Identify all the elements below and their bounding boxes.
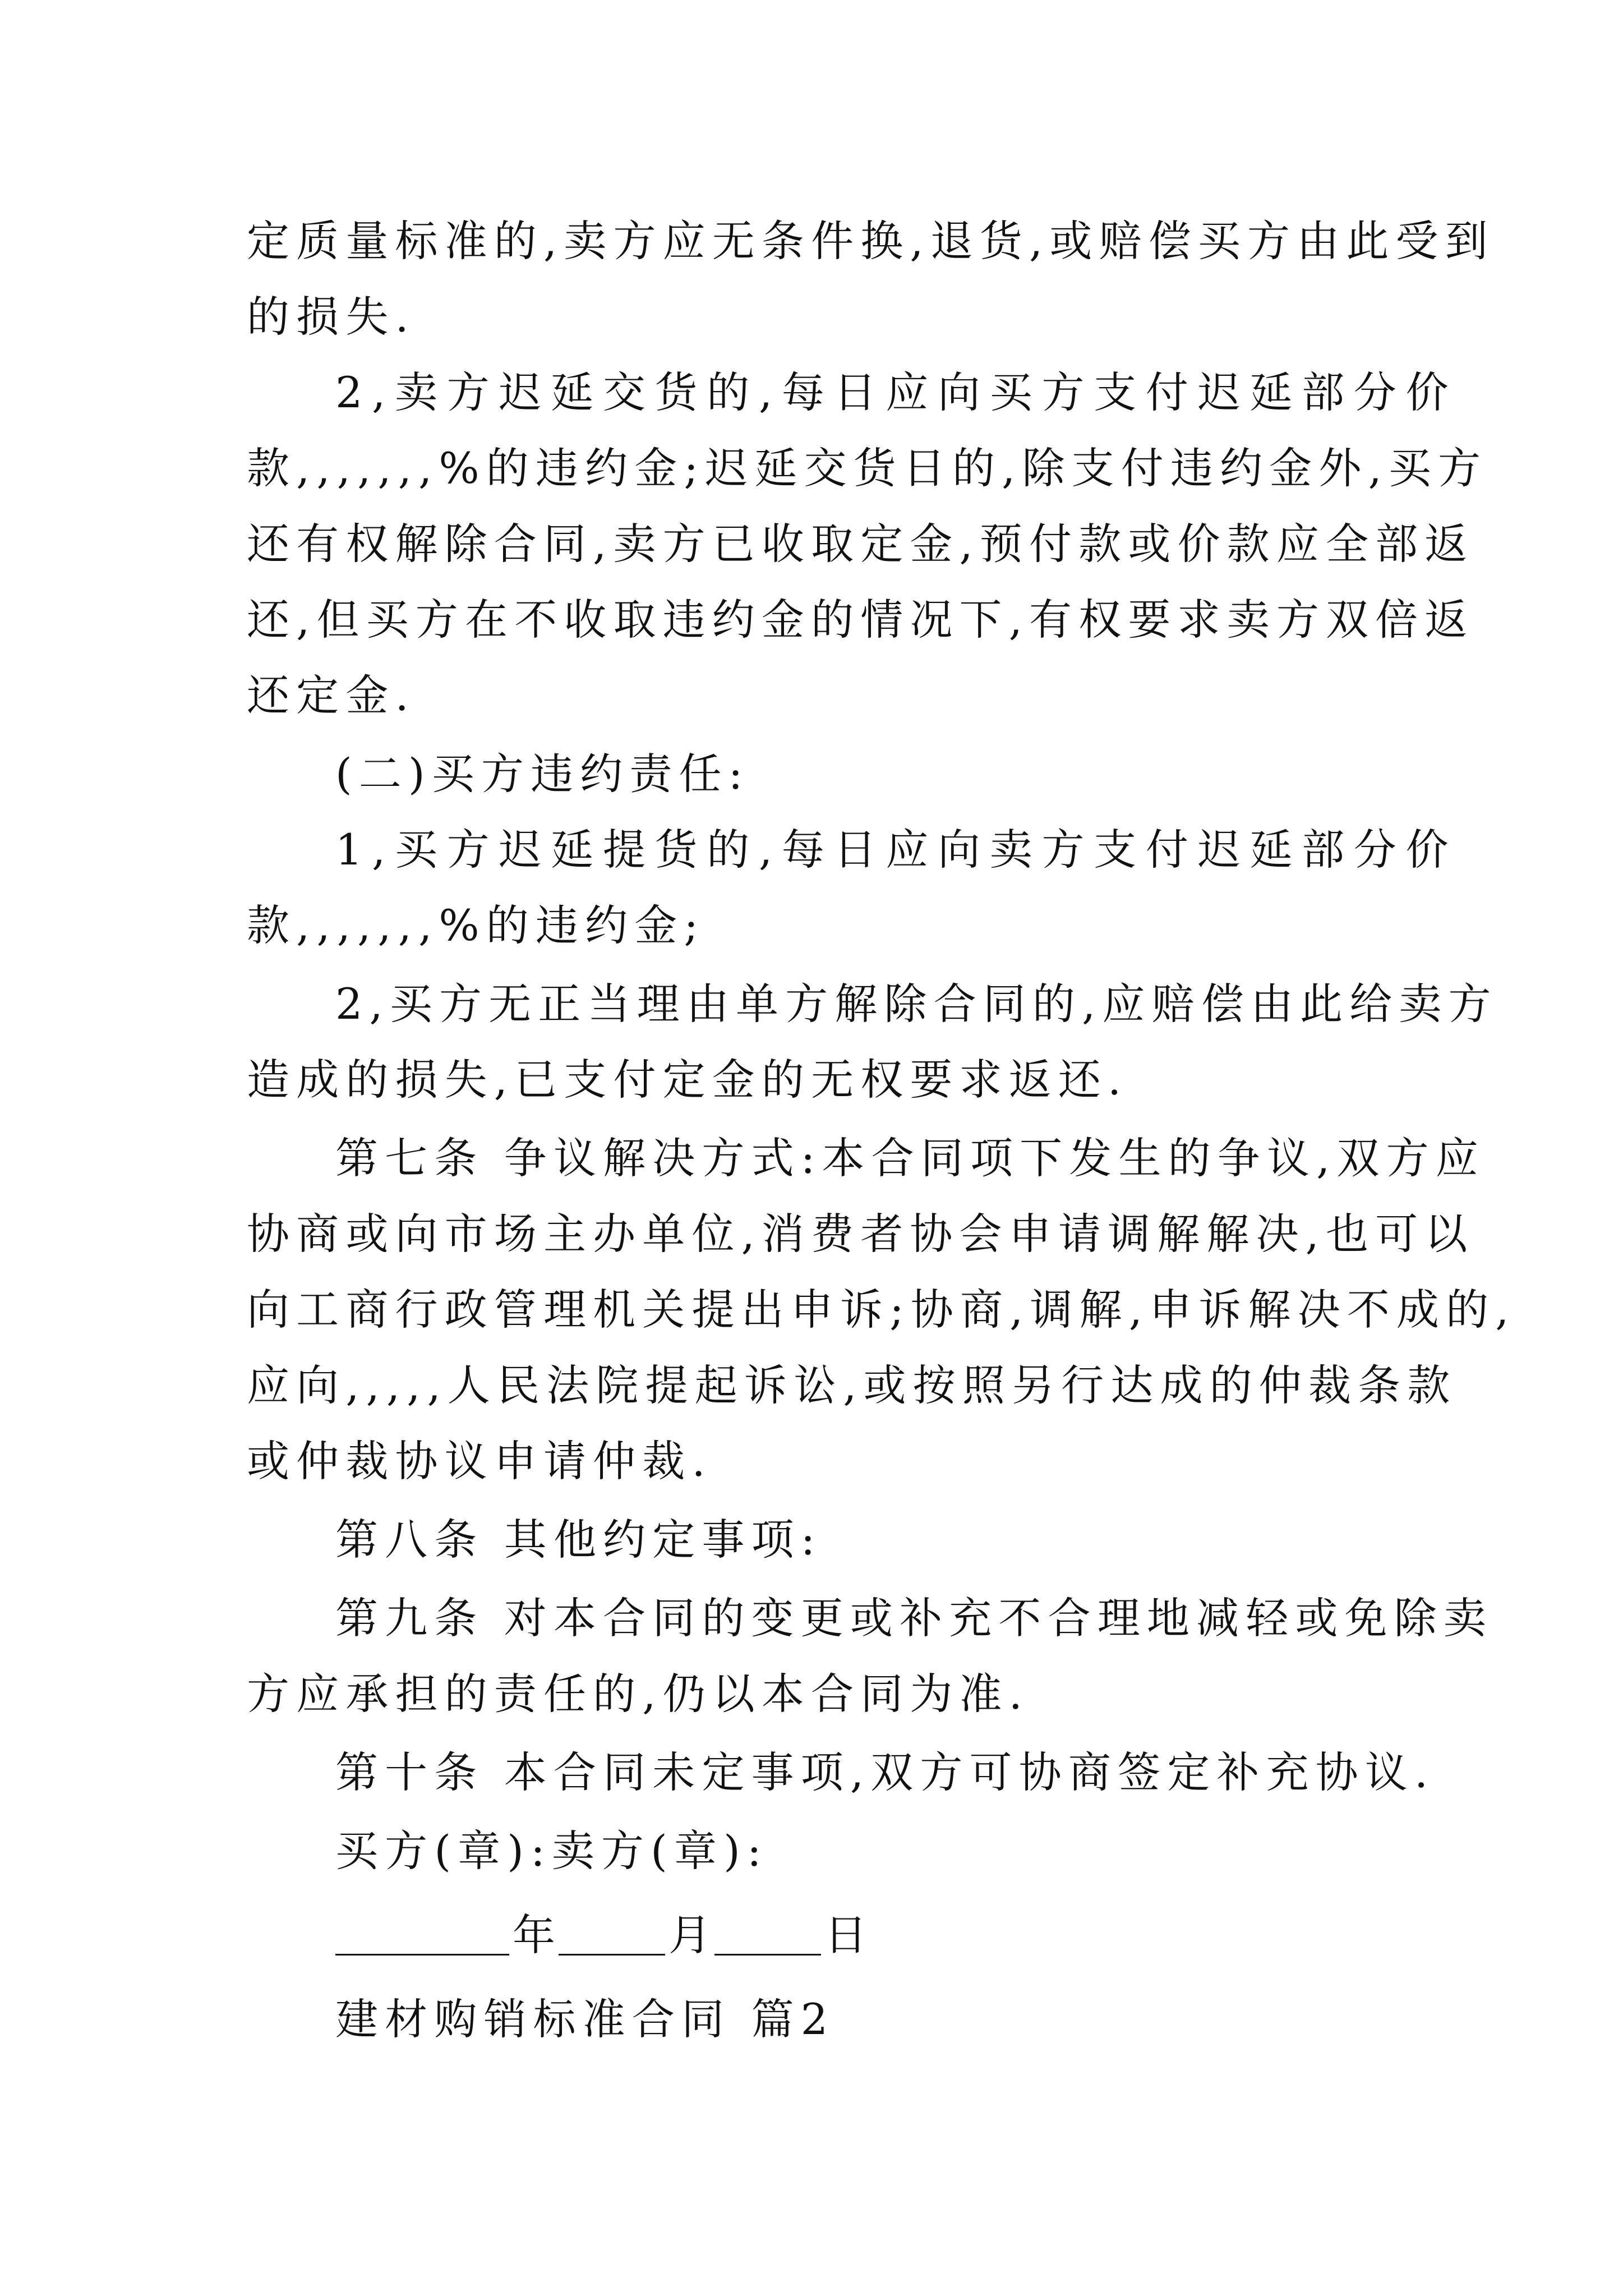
- text-line: 还有权解除合同,卖方已收取定金,预付款或价款应全部返: [247, 519, 1474, 569]
- next-section-title: 建材购销标准合同 篇2: [335, 1994, 835, 2044]
- signature-line: 买方(章):卖方(章):: [335, 1826, 768, 1876]
- text-line: 的损失.: [247, 292, 416, 342]
- text-line: 应向,,,,,人民法院提起诉讼,或按照另行达成的仲裁条款: [247, 1360, 1457, 1410]
- article-9: 第九条 对本合同的变更或补充不合理地减轻或免除卖: [335, 1593, 1493, 1643]
- section-heading: (二)买方违约责任:: [335, 749, 750, 799]
- year-label: 年: [513, 1910, 555, 1960]
- article-8: 第八条 其他约定事项:: [335, 1515, 822, 1565]
- text-line: 1,买方迟延提货的,每日应向卖方支付迟延部分价: [335, 825, 1458, 875]
- article-10: 第十条 本合同未定事项,双方可协商签定补充协议.: [335, 1747, 1435, 1797]
- text-line: 向工商行政管理机关提出申诉;协商,调解,申诉解决不成的,: [247, 1285, 1516, 1335]
- text-line: 还,但买方在不收取违约金的情况下,有权要求卖方双倍返: [247, 595, 1474, 645]
- text-line: 造成的损失,已支付定金的无权要求返还.: [247, 1055, 1128, 1105]
- day-label: 日: [824, 1910, 867, 1960]
- text-line: 方应承担的责任的,仍以本合同为准.: [247, 1669, 1030, 1719]
- day-blank: [714, 1915, 821, 1955]
- date-line: [335, 1907, 870, 1963]
- article-7: 第七条 争议解决方式:本合同项下发生的争议,双方应: [335, 1133, 1485, 1183]
- month-blank: [559, 1915, 665, 1955]
- text-line: 2,卖方迟延交货的,每日应向买方支付迟延部分价: [335, 367, 1458, 417]
- year-blank: [335, 1915, 509, 1955]
- text-line: 还定金.: [247, 670, 416, 720]
- text-line: 定质量标准的,卖方应无条件换,退货,或赔偿买方由此受到: [247, 216, 1495, 266]
- month-label: 月: [668, 1910, 711, 1960]
- text-line: 协商或向市场主办单位,消费者协会申请调解解决,也可以: [247, 1209, 1474, 1259]
- text-line: 款,,,,,,,%的违约金;迟延交货日的,除支付违约金外,买方: [247, 443, 1488, 493]
- text-line: 2,买方无正当理由单方解除合同的,应赔偿由此给卖方: [335, 979, 1498, 1029]
- text-line: 或仲裁协议申请仲裁.: [247, 1436, 712, 1486]
- text-line: 款,,,,,,,%的违约金;: [247, 900, 706, 950]
